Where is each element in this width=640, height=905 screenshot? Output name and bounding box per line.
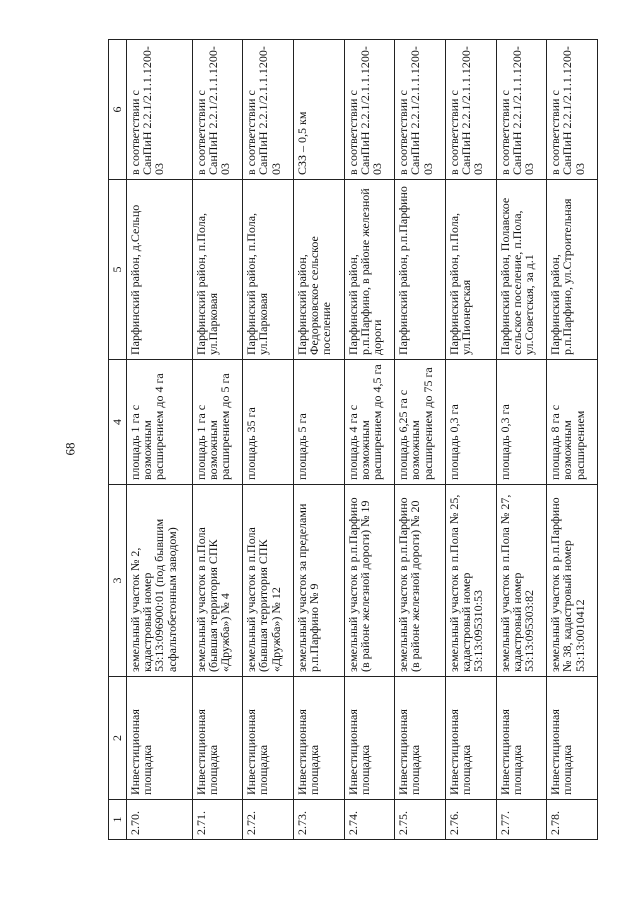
sanitary-zone: в соответствии с СанПиН 2.2.1/2.1.1.1200-03 bbox=[445, 40, 496, 180]
location: Парфинский район, п.Пола, ул.Парковая bbox=[192, 180, 243, 360]
land-plot: земельный участок в п.Пола № 27, кадастровый номер 53:13:095303:82 bbox=[496, 485, 547, 677]
row-number: 2.78. bbox=[547, 800, 598, 840]
row-number: 2.77. bbox=[496, 800, 547, 840]
site-type: Инвестиционная площадка bbox=[547, 677, 598, 800]
location: Парфинский район, Федорковское сельское поселение bbox=[293, 180, 344, 360]
land-plot: земельный участок за пределами р.п.Парфино № 9 bbox=[293, 485, 344, 677]
area: площадь 1 га с возможным расширением до 5 га bbox=[192, 360, 243, 485]
location: Парфинский район, р.п.Парфино, в районе железной дороги bbox=[344, 180, 395, 360]
land-plot: земельный участок в п.Пола № 25, кадастровый номер 53:13:095310:53 bbox=[445, 485, 496, 677]
table-row bbox=[445, 40, 496, 840]
site-type: Инвестиционная площадка bbox=[496, 677, 547, 800]
header-col-1: 1 bbox=[109, 800, 127, 840]
row-number: 2.74. bbox=[344, 800, 395, 840]
site-type: Инвестиционная площадка bbox=[344, 677, 395, 800]
area: площадь 0,3 га bbox=[445, 360, 496, 485]
row-number: 2.75. bbox=[395, 800, 446, 840]
page-number: 68 bbox=[62, 442, 77, 456]
investment-sites-table bbox=[108, 39, 598, 840]
table-row bbox=[395, 40, 446, 840]
row-number: 2.71. bbox=[192, 800, 243, 840]
header-col-2: 2 bbox=[109, 677, 127, 800]
location: Парфинский район, р.п.Парфино bbox=[395, 180, 446, 360]
location: Парфинский район, п.Пола, ул.Пионерская bbox=[445, 180, 496, 360]
table-row bbox=[293, 40, 344, 840]
sanitary-zone: в соответствии с СанПиН 2.2.1/2.1.1.1200-03 bbox=[127, 40, 193, 180]
sanitary-zone: в соответствии с СанПиН 2.2.1/2.1.1.1200-03 bbox=[395, 40, 446, 180]
area: площадь 6,25 га с возможным расширением до 75 га bbox=[395, 360, 446, 485]
header-col-5: 5 bbox=[109, 180, 127, 360]
area: площадь 35 га bbox=[243, 360, 294, 485]
location: Парфинский район, р.п.Парфино, ул.Строительная bbox=[547, 180, 598, 360]
location: Парфинский район, п.Пола, ул.Парковая bbox=[243, 180, 294, 360]
site-type: Инвестиционная площадка bbox=[445, 677, 496, 800]
header-col-3: 3 bbox=[109, 485, 127, 677]
table-row bbox=[344, 40, 395, 840]
land-plot: земельный участок в п.Пола (бывшая территория СПК «Дружба») № 12 bbox=[243, 485, 294, 677]
table-row bbox=[192, 40, 243, 840]
site-type: Инвестиционная площадка bbox=[293, 677, 344, 800]
table-row bbox=[243, 40, 294, 840]
site-type: Инвестиционная площадка bbox=[395, 677, 446, 800]
sanitary-zone: в соответствии с СанПиН 2.2.1/2.1.1.1200-03 bbox=[547, 40, 598, 180]
sanitary-zone: в соответствии с СанПиН 2.2.1/2.1.1.1200-03 bbox=[243, 40, 294, 180]
header-col-6: 6 bbox=[109, 40, 127, 180]
area: площадь 5 га bbox=[293, 360, 344, 485]
land-plot: земельный участок в р.п.Парфино (в районе железной дороги) № 19 bbox=[344, 485, 395, 677]
land-plot: земельный участок в р.п.Парфино (в районе железной дороги) № 20 bbox=[395, 485, 446, 677]
rotated-page bbox=[108, 40, 598, 840]
row-number: 2.70. bbox=[127, 800, 193, 840]
area: площадь 0,3 га bbox=[496, 360, 547, 485]
sanitary-zone: в соответствии с СанПиН 2.2.1/2.1.1.1200-03 bbox=[192, 40, 243, 180]
land-plot: земельный участок в п.Пола (бывшая территория СПК «Дружба») № 4 bbox=[192, 485, 243, 677]
row-number: 2.73. bbox=[293, 800, 344, 840]
land-plot: земельный участок в р.п.Парфино № 38, кадастровый номер 53:13:0010412 bbox=[547, 485, 598, 677]
area: площадь 1 га с возможным расширением до 4 га bbox=[127, 360, 193, 485]
table-row bbox=[127, 40, 193, 840]
area: площадь 4 га с возможным расширением до 4,5 га bbox=[344, 360, 395, 485]
header-col-4: 4 bbox=[109, 360, 127, 485]
site-type: Инвестиционная площадка bbox=[243, 677, 294, 800]
site-type: Инвестиционная площадка bbox=[127, 677, 193, 800]
location: Парфинский район, Полавское сельское поселение, п.Пола, ул.Советская, за д.1 bbox=[496, 180, 547, 360]
table-header-row bbox=[109, 40, 127, 840]
location: Парфинский район, д.Сельцо bbox=[127, 180, 193, 360]
sanitary-zone: СЗЗ – 0,5 км bbox=[293, 40, 344, 180]
land-plot: земельный участок № 2, кадастровый номер 53:13:096900:01 (под бывшим асфальтобетонным заводом) bbox=[127, 485, 193, 677]
table-row bbox=[547, 40, 598, 840]
row-number: 2.72. bbox=[243, 800, 294, 840]
table-row bbox=[496, 40, 547, 840]
sanitary-zone: в соответствии с СанПиН 2.2.1/2.1.1.1200-03 bbox=[496, 40, 547, 180]
site-type: Инвестиционная площадка bbox=[192, 677, 243, 800]
area: площадь 8 га с возможным расширением bbox=[547, 360, 598, 485]
row-number: 2.76. bbox=[445, 800, 496, 840]
sanitary-zone: в соответствии с СанПиН 2.2.1/2.1.1.1200-03 bbox=[344, 40, 395, 180]
